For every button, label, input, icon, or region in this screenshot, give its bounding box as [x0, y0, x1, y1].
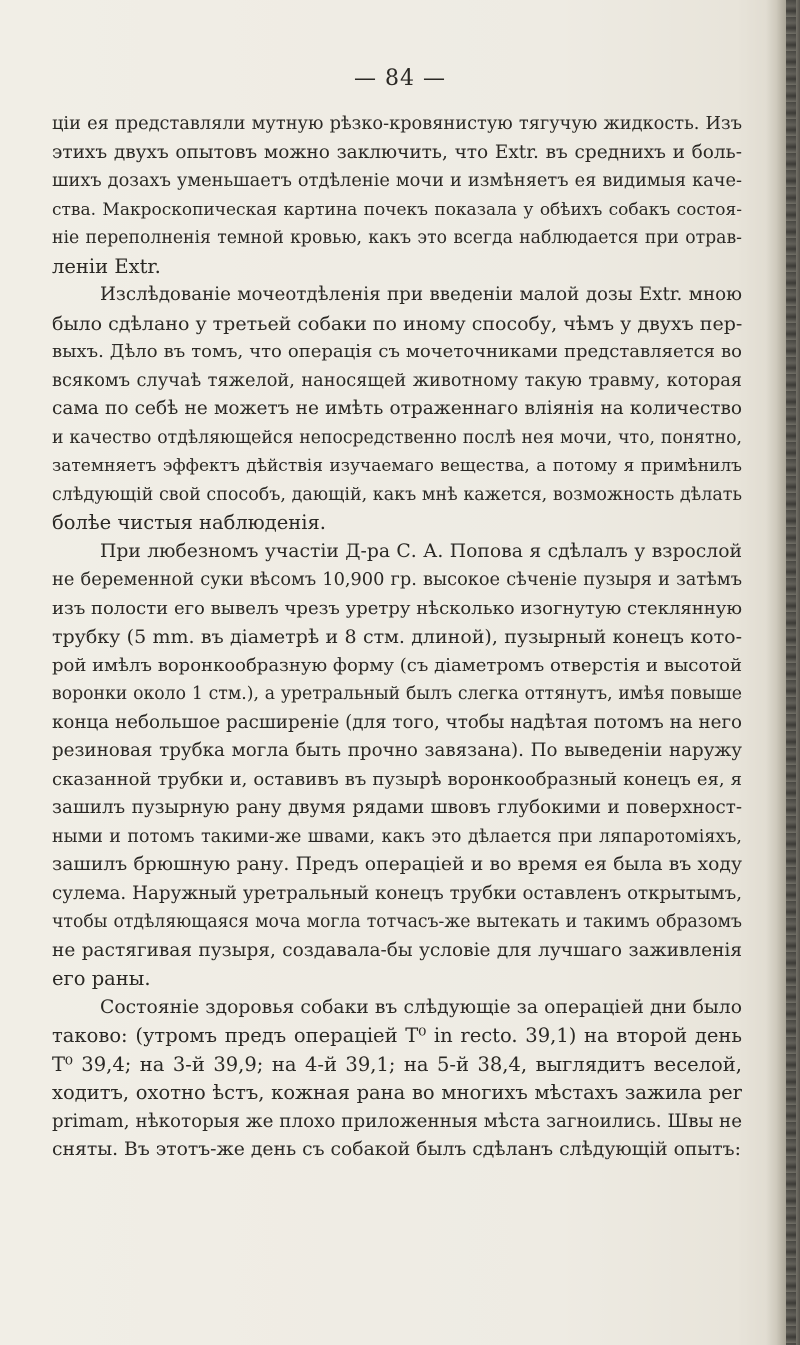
text-line: Изслѣдованіе мочеотдѣленія при введеніи малой дозы Extr. мною: [100, 284, 742, 305]
text-line: сняты. Въ этотъ-же день съ собакой былъ сдѣланъ слѣдующій опытъ:: [52, 1139, 741, 1160]
body-text: [52, 110, 742, 1165]
text-line: выхъ. Дѣло въ томъ, что операція съ мочеточниками представляется во: [52, 341, 742, 362]
text-line: ходитъ, охотно ѣстъ, кожная рана во многихъ мѣстахъ зажила per: [52, 1081, 742, 1104]
text-line: не растягивая пузыря, создавала-бы условіе для лучшаго заживленія: [52, 939, 742, 961]
page-number: — 84 —: [354, 66, 446, 91]
text-line: primam, нѣкоторыя же плохо приложенныя мѣста загноились. Швы не: [52, 1110, 742, 1132]
text-line: и качество отдѣляющейся непосредственно послѣ нея мочи, что, понятно,: [52, 427, 742, 448]
text-line: таково: (утромъ предъ операціей T⁰ in recto. 39,1) на второй день: [52, 1024, 742, 1047]
text-line: затемняетъ эффектъ дѣйствія изучаемаго вещества, а потому я примѣнилъ: [52, 456, 742, 476]
text-line: При любезномъ участіи Д-ра С. А. Попова я сдѣлалъ у взрослой: [100, 540, 742, 562]
text-line: изъ полости его вывелъ чрезъ уретру нѣсколько изогнутую стеклянную: [52, 597, 742, 619]
text-line: слѣдующій свой способъ, дающій, какъ мнѣ кажется, возможность дѣлать: [52, 484, 742, 505]
binding-strip: [786, 0, 796, 1345]
text-line: было сдѣлано у третьей собаки по иному способу, чѣмъ у двухъ пер-: [52, 312, 742, 335]
text-line: всякомъ случаѣ тяжелой, наносящей животному такую травму, которая: [52, 370, 742, 391]
text-line: Состояніе здоровья собаки въ слѣдующіе за операціей дни было: [100, 996, 742, 1018]
text-line: T⁰ 39,4; на 3-й 39,9; на 4-й 39,1; на 5-й 38,4, выглядитъ веселой,: [52, 1052, 742, 1076]
text-line: не беременной суки вѣсомъ 10,900 гр. высокое сѣченіе пузыря и затѣмъ: [52, 570, 742, 590]
text-line: его раны.: [52, 967, 151, 990]
text-line: этихъ двухъ опытовъ можно заключить, что Extr. въ среднихъ и боль-: [52, 141, 742, 163]
text-line: болѣе чистыя наблюденія.: [52, 511, 326, 534]
text-line: сама по себѣ не можетъ не имѣть отраженнаго вліянія на количество: [52, 398, 742, 419]
text-line: леніи Extr.: [52, 254, 161, 278]
text-line: сулема. Наружный уретральный конецъ трубки оставленъ открытымъ,: [52, 882, 742, 904]
text-line: рой имѣлъ воронкообразную форму (съ діаметромъ отверстія и высотой: [52, 654, 742, 676]
text-line: шихъ дозахъ уменьшаетъ отдѣленіе мочи и измѣняетъ ея видимыя каче-: [52, 171, 742, 191]
text-line: сказанной трубки и, оставивъ въ пузырѣ воронкообразный конецъ ея, я: [52, 768, 742, 790]
text-line: резиновая трубка могла быть прочно завязана). По выведеніи наружу: [52, 740, 742, 761]
text-line: ными и потомъ такими-же швами, какъ это дѣлается при ляпаротоміяхъ,: [52, 826, 742, 847]
text-line: чтобы отдѣляющаяся моча могла тотчасъ-же вытекать и такимъ образомъ: [52, 912, 742, 932]
text-line: ціи ея представляли мутную рѣзко-кровянистую тягучую жидкость. Изъ: [52, 114, 742, 134]
text-line: зашилъ брюшную рану. Предъ операціей и во время ея была въ ходу: [52, 854, 742, 875]
text-line: конца небольшое расширеніе (для того, чтобы надѣтая потомъ на него: [52, 711, 742, 733]
text-line: трубку (5 mm. въ діаметрѣ и 8 стм. длиной), пузырный конецъ кото-: [52, 626, 742, 648]
text-line: ніе переполненія темной кровью, какъ это всегда наблюдается при отрав-: [52, 228, 742, 248]
text-line: воронки около 1 стм.), а уретральный былъ слегка оттянутъ, имѣя повыше: [52, 684, 742, 704]
text-line: зашилъ пузырную рану двумя рядами швовъ глубокими и поверхност-: [52, 797, 742, 818]
text-line: ства. Макроскопическая картина почекъ показала у обѣихъ собакъ состоя-: [52, 199, 742, 220]
